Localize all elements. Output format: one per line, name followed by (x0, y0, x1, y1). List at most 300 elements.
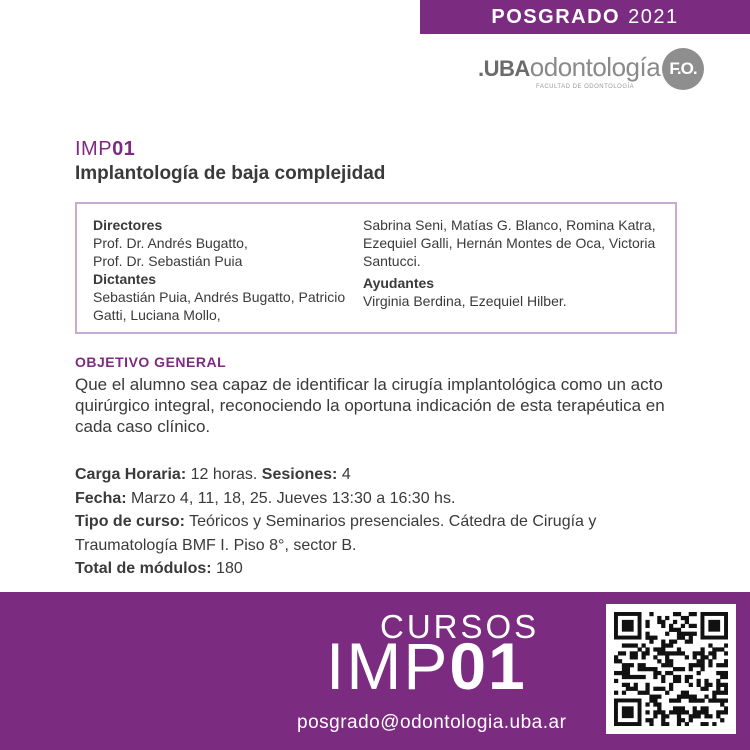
qr-module (716, 710, 720, 714)
qr-module (689, 714, 693, 718)
qr-module (677, 710, 681, 714)
qr-module (645, 718, 649, 722)
qr-module (697, 651, 701, 655)
qr-module (693, 612, 697, 616)
qr-module (716, 691, 720, 695)
qr-module (634, 643, 638, 647)
qr-module (638, 647, 642, 651)
qr-module (626, 667, 630, 671)
logo-uba: .UBA (478, 56, 530, 81)
qr-module (700, 663, 704, 667)
type-line (75, 510, 695, 557)
qr-module (697, 698, 701, 702)
qr-module (642, 663, 646, 667)
qr-module (677, 718, 681, 722)
qr-module (720, 718, 724, 722)
qr-module (645, 667, 649, 671)
qr-module (645, 647, 649, 651)
qr-module (661, 651, 665, 655)
hours-label: Carga Horaria: (75, 466, 187, 483)
qr-module (700, 710, 704, 714)
qr-module (685, 722, 689, 726)
qr-module (614, 655, 618, 659)
qr-module (669, 683, 673, 687)
qr-module (665, 691, 669, 695)
qr-module (716, 714, 720, 718)
qr-module (704, 687, 708, 691)
qr-module (661, 679, 665, 683)
qr-module (697, 710, 701, 714)
qr-module (665, 671, 669, 675)
teachers-heading: Dictantes (93, 271, 157, 287)
qr-module (634, 655, 638, 659)
teachers-list-right: Sabrina Seni, Matías G. Blanco, Romina Katra, Ezequiel Galli, Hernán Montes de Oca, Victoria Santucci. (363, 217, 656, 269)
director-1: Prof. Dr. Andrés Bugatto, (93, 235, 248, 251)
staff-column-right (363, 216, 668, 310)
qr-module (681, 616, 685, 620)
qr-module (720, 683, 724, 687)
qr-module (677, 698, 681, 702)
qr-code-graphic (614, 612, 728, 726)
qr-module (712, 722, 716, 726)
qr-module (677, 695, 681, 699)
qr-module (634, 687, 638, 691)
qr-module (724, 687, 728, 691)
qr-module (665, 714, 669, 718)
qr-module (645, 683, 649, 687)
qr-module (661, 722, 665, 726)
qr-module (716, 698, 720, 702)
qr-module (653, 636, 657, 640)
qr-module (665, 655, 669, 659)
qr-module (653, 702, 657, 706)
qr-module (720, 675, 724, 679)
qr-module (657, 616, 661, 620)
qr-module (720, 671, 724, 675)
qr-module (649, 695, 653, 699)
teachers-list-left: Sebastián Puia, Andrés Bugatto, Patricio Gatti, Luciana Mollo, (93, 289, 346, 323)
qr-module (697, 659, 701, 663)
date-value: Marzo 4, 11, 18, 25. Jueves 13:30 a 16:30 hs. (131, 489, 456, 507)
qr-module (720, 702, 724, 706)
qr-module (657, 659, 661, 663)
qr-module (685, 640, 689, 644)
qr-module (708, 663, 712, 667)
qr-module (649, 718, 653, 722)
objective-heading: OBJETIVO GENERAL (75, 354, 227, 370)
qr-finder-pattern (708, 620, 720, 632)
qr-module (626, 643, 630, 647)
qr-module (665, 643, 669, 647)
qr-module (677, 667, 681, 671)
staff-box (75, 202, 677, 334)
qr-module (677, 675, 681, 679)
qr-module (700, 687, 704, 691)
qr-module (645, 702, 649, 706)
qr-module (697, 663, 701, 667)
qr-module (673, 679, 677, 683)
qr-module (685, 616, 689, 620)
qr-module (622, 651, 626, 655)
qr-module (704, 655, 708, 659)
qr-module (661, 663, 665, 667)
qr-module (724, 675, 728, 679)
qr-module (645, 632, 649, 636)
qr-module (700, 647, 704, 651)
qr-module (681, 710, 685, 714)
qr-module (653, 647, 657, 651)
qr-finder-pattern (622, 620, 634, 632)
qr-module (649, 667, 653, 671)
qr-module (724, 710, 728, 714)
qr-module (638, 663, 642, 667)
logo-subtitle: FACULTAD DE ODONTOLOGÍA (536, 84, 635, 90)
qr-module (689, 667, 693, 671)
qr-module (712, 655, 716, 659)
logo-name: odontología (529, 52, 661, 82)
qr-module (689, 632, 693, 636)
qr-module (724, 671, 728, 675)
qr-module (669, 640, 673, 644)
qr-module (712, 691, 716, 695)
qr-module (665, 659, 669, 663)
qr-finder-pattern (622, 706, 634, 718)
qr-module (724, 659, 728, 663)
qr-module (685, 675, 689, 679)
qr-module (724, 691, 728, 695)
qr-module (657, 647, 661, 651)
qr-module (708, 651, 712, 655)
qr-module (614, 659, 618, 663)
qr-module (622, 691, 626, 695)
faculty-logo (478, 46, 738, 96)
directors-heading: Directores (93, 217, 163, 233)
qr-module (716, 679, 720, 683)
qr-module (708, 643, 712, 647)
qr-module (693, 624, 697, 628)
qr-module (649, 636, 653, 640)
qr-module (716, 663, 720, 667)
footer-course-code (326, 628, 527, 704)
qr-module (649, 722, 653, 726)
qr-code-icon[interactable] (606, 604, 736, 734)
qr-module (712, 695, 716, 699)
qr-module (657, 710, 661, 714)
qr-module (685, 679, 689, 683)
qr-module (669, 710, 673, 714)
qr-module (681, 695, 685, 699)
qr-module (689, 624, 693, 628)
qr-module (645, 620, 649, 624)
qr-module (626, 687, 630, 691)
qr-module (700, 659, 704, 663)
qr-module (704, 714, 708, 718)
qr-module (642, 651, 646, 655)
qr-module (657, 687, 661, 691)
qr-module (681, 667, 685, 671)
qr-module (697, 714, 701, 718)
qr-module (681, 706, 685, 710)
qr-module (622, 663, 626, 667)
qr-module (693, 663, 697, 667)
qr-module (669, 659, 673, 663)
qr-module (685, 695, 689, 699)
qr-module (693, 714, 697, 718)
course-title: Implantología de baja complejidad (75, 163, 386, 184)
qr-module (689, 675, 693, 679)
qr-module (638, 675, 642, 679)
course-code-number: 01 (112, 138, 136, 160)
qr-module (700, 722, 704, 726)
qr-module (673, 667, 677, 671)
qr-module (724, 643, 728, 647)
qr-module (665, 616, 669, 620)
qr-module (697, 683, 701, 687)
qr-module (693, 695, 697, 699)
qr-module (630, 655, 634, 659)
qr-module (681, 651, 685, 655)
qr-module (642, 675, 646, 679)
qr-module (653, 671, 657, 675)
qr-module (720, 647, 724, 651)
qr-module (642, 691, 646, 695)
qr-module (708, 714, 712, 718)
qr-module (657, 706, 661, 710)
qr-module (673, 640, 677, 644)
qr-module (661, 640, 665, 644)
qr-module (704, 683, 708, 687)
course-code-prefix: IMP (75, 138, 113, 160)
qr-module (669, 698, 673, 702)
qr-module (638, 667, 642, 671)
qr-module (622, 643, 626, 647)
qr-module (653, 687, 657, 691)
posgrado-banner (420, 0, 750, 34)
qr-module (720, 710, 724, 714)
qr-module (661, 714, 665, 718)
qr-module (653, 675, 657, 679)
qr-module (673, 620, 677, 624)
qr-module (677, 722, 681, 726)
qr-module (653, 695, 657, 699)
banner-year: 2021 (628, 5, 679, 28)
qr-module (657, 651, 661, 655)
qr-module (630, 643, 634, 647)
sessions-label: Sesiones: (261, 466, 338, 483)
staff-column-left (93, 216, 353, 324)
qr-module (645, 624, 649, 628)
qr-module (704, 710, 708, 714)
qr-module (673, 710, 677, 714)
qr-module (689, 640, 693, 644)
qr-module (685, 632, 689, 636)
qr-module (724, 706, 728, 710)
qr-module (634, 651, 638, 655)
qr-module (657, 671, 661, 675)
qr-module (700, 651, 704, 655)
qr-module (673, 675, 677, 679)
date-label: Fecha: (75, 489, 127, 507)
qr-module (642, 667, 646, 671)
qr-module (724, 663, 728, 667)
footer-code-number: 01 (449, 629, 527, 703)
qr-module (642, 643, 646, 647)
director-2: Prof. Dr. Sebastián Puia (93, 253, 243, 269)
qr-module (685, 691, 689, 695)
qr-module (669, 663, 673, 667)
qr-module (700, 706, 704, 710)
qr-module (669, 687, 673, 691)
qr-module (661, 620, 665, 624)
qr-module (716, 683, 720, 687)
qr-module (677, 706, 681, 710)
qr-module (704, 679, 708, 683)
qr-module (661, 718, 665, 722)
qr-module (618, 651, 622, 655)
qr-module (669, 624, 673, 628)
qr-module (673, 698, 677, 702)
qr-module (657, 695, 661, 699)
banner-label: POSGRADO (491, 5, 621, 28)
qr-module (645, 687, 649, 691)
qr-module (681, 718, 685, 722)
qr-module (642, 655, 646, 659)
qr-module (630, 663, 634, 667)
qr-module (681, 636, 685, 640)
qr-module (693, 655, 697, 659)
qr-module (630, 687, 634, 691)
qr-module (673, 612, 677, 616)
qr-module (704, 722, 708, 726)
qr-module (720, 698, 724, 702)
qr-module (720, 663, 724, 667)
qr-module (677, 612, 681, 616)
sessions-value: 4 (341, 466, 351, 483)
qr-module (697, 671, 701, 675)
qr-module (669, 651, 673, 655)
qr-module (669, 643, 673, 647)
hours-line (75, 463, 695, 487)
qr-module (693, 651, 697, 655)
qr-module (626, 671, 630, 675)
qr-module (677, 651, 681, 655)
qr-module (661, 687, 665, 691)
qr-module (700, 667, 704, 671)
modules-label: Total de módulos: (75, 560, 212, 577)
qr-module (645, 710, 649, 714)
assistants-heading: Ayudantes (363, 275, 435, 291)
qr-module (665, 722, 669, 726)
qr-module (649, 640, 653, 644)
qr-module (665, 632, 669, 636)
course-info (75, 463, 695, 581)
course-code (75, 138, 135, 161)
qr-module (645, 691, 649, 695)
qr-module (693, 706, 697, 710)
qr-module (626, 683, 630, 687)
qr-module (724, 683, 728, 687)
qr-module (622, 675, 626, 679)
qr-module (661, 647, 665, 651)
qr-module (704, 706, 708, 710)
qr-module (708, 659, 712, 663)
qr-module (665, 663, 669, 667)
qr-module (712, 647, 716, 651)
qr-module (614, 671, 618, 675)
qr-module (653, 667, 657, 671)
qr-module (693, 698, 697, 702)
qr-module (645, 636, 649, 640)
qr-module (618, 659, 622, 663)
qr-module (704, 695, 708, 699)
qr-module (689, 663, 693, 667)
qr-module (618, 671, 622, 675)
qr-module (653, 655, 657, 659)
qr-module (689, 718, 693, 722)
qr-module (673, 706, 677, 710)
qr-module (653, 714, 657, 718)
qr-module (689, 683, 693, 687)
qr-module (634, 675, 638, 679)
qr-module (708, 698, 712, 702)
qr-module (626, 675, 630, 679)
qr-module (669, 628, 673, 632)
qr-module (661, 643, 665, 647)
qr-module (614, 679, 618, 683)
qr-module (712, 698, 716, 702)
qr-module (724, 698, 728, 702)
qr-module (712, 651, 716, 655)
qr-module (673, 651, 677, 655)
qr-module (661, 624, 665, 628)
qr-module (653, 710, 657, 714)
qr-module (681, 691, 685, 695)
qr-module (685, 655, 689, 659)
qr-module (720, 691, 724, 695)
qr-module (634, 683, 638, 687)
footer-band (0, 592, 750, 750)
qr-module (630, 675, 634, 679)
qr-module (689, 695, 693, 699)
qr-module (622, 667, 626, 671)
qr-module (622, 671, 626, 675)
qr-module (689, 612, 693, 616)
qr-module (716, 687, 720, 691)
qr-module (708, 683, 712, 687)
qr-module (693, 710, 697, 714)
qr-module (689, 698, 693, 702)
qr-module (653, 698, 657, 702)
qr-module (677, 636, 681, 640)
type-value: Teóricos y Seminarios presenciales. Cátedra de Cirugía y Traumatología BMF I. Piso 8°, sector B. (75, 513, 597, 554)
modules-line (75, 557, 695, 581)
qr-module (681, 632, 685, 636)
contact-email[interactable]: posgrado@odontologia.uba.ar (297, 712, 567, 733)
qr-module (661, 675, 665, 679)
qr-module (677, 714, 681, 718)
fo-badge-icon: F.O. (662, 48, 704, 90)
qr-module (700, 698, 704, 702)
qr-module (657, 702, 661, 706)
qr-module (649, 612, 653, 616)
logo-wordmark (478, 52, 660, 83)
qr-module (700, 655, 704, 659)
qr-module (677, 632, 681, 636)
qr-module (689, 636, 693, 640)
qr-module (677, 628, 681, 632)
qr-module (716, 647, 720, 651)
qr-module (673, 628, 677, 632)
